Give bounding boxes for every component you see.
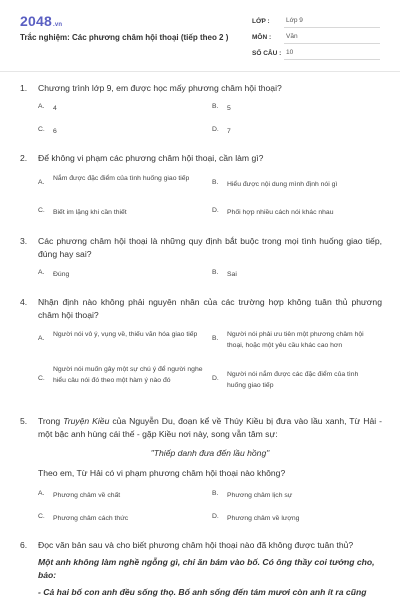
question-number: 4. (20, 297, 28, 307)
meta-row-class (252, 12, 380, 28)
passage-text: - Cả hai bố con anh đều sống thọ. Bố anh sống đến tám mươi còn anh ít ra cũng (38, 587, 367, 597)
question-number: 2. (20, 153, 28, 163)
question-number: 3. (20, 236, 28, 246)
question-stem: Chương trình lớp 9, em được học mấy phương châm hội thoại? (38, 83, 282, 93)
work-title: Truyện Kiều (63, 416, 110, 426)
option-a[interactable]: A. Nắm được đặc điểm của tình huống giao tiếp (38, 175, 190, 186)
question-stem: Các phương châm hội thoại là những quy định bắt buộc trong mọi tình huống giao tiếp, đúng hay sai? (38, 236, 382, 259)
option-d[interactable]: D. Người nói nắm được các đặc điểm của tình huống giao tiếp (212, 371, 359, 389)
meta-value: Văn (284, 33, 380, 44)
meta-row-subject (252, 28, 380, 44)
quoted-verse: "Thiếp danh đưa đến lầu hồng" (150, 448, 270, 458)
option-a[interactable]: A. Người nói vô ý, vụng về, thiếu văn hóa giao tiếp (38, 331, 198, 342)
meta-table (252, 12, 380, 60)
meta-label: LỚP : (252, 18, 270, 25)
question-stem: Đọc văn bản sau và cho biết phương châm hội thoại nào đã không được tuân thủ? (38, 540, 354, 550)
logo-suffix: .vn (52, 22, 63, 28)
meta-value: 10 (284, 49, 380, 60)
question-number: 6. (20, 540, 28, 550)
meta-value: Lớp 9 (284, 17, 380, 28)
option-b[interactable]: B. Người nói phải ưu tiên một phương châm hội thoại, hoặc một yêu cầu khác cao hơn (212, 331, 364, 349)
passage-text: Một anh không làm nghề ngỗng gì, chỉ ăn bám vào bố. Có ông thầy coi tướng cho, bảo: (38, 557, 375, 580)
question-stem: Nhận định nào không phải nguyên nhân của các trường hợp không tuân thủ phương châm hội thoại? (38, 297, 382, 320)
question-number: 5. (20, 416, 28, 426)
question-stem: Để không vi phạm các phương châm hội thoại, cần làm gì? (38, 153, 264, 163)
question-stem: Trong Truyện Kiều của Nguyễn Du, đoạn kể về Thúy Kiều bị đưa vào lầu xanh, Từ Hải - một bậc anh hùng cái thế - gặp Kiều nơi này, song vẫn tâm sự: (38, 416, 382, 439)
meta-label: SỐ CÂU : (252, 50, 282, 57)
option-c[interactable]: C. Người nói muốn gây một sự chú ý để người nghe hiểu câu nói đó theo một hàm ý nào đó (38, 366, 203, 384)
question-number: 1. (20, 83, 28, 93)
meta-label: MÔN : (252, 34, 272, 41)
doc-title: Trắc nghiệm: Các phương châm hội thoại (tiếp theo 2 ) (20, 33, 229, 42)
question-subprompt: Theo em, Từ Hải có vi phạm phương châm hội thoại nào không? (38, 468, 286, 478)
meta-row-count (252, 44, 380, 60)
site-logo[interactable]: 2048.vn (20, 13, 63, 29)
page-header (0, 0, 400, 72)
